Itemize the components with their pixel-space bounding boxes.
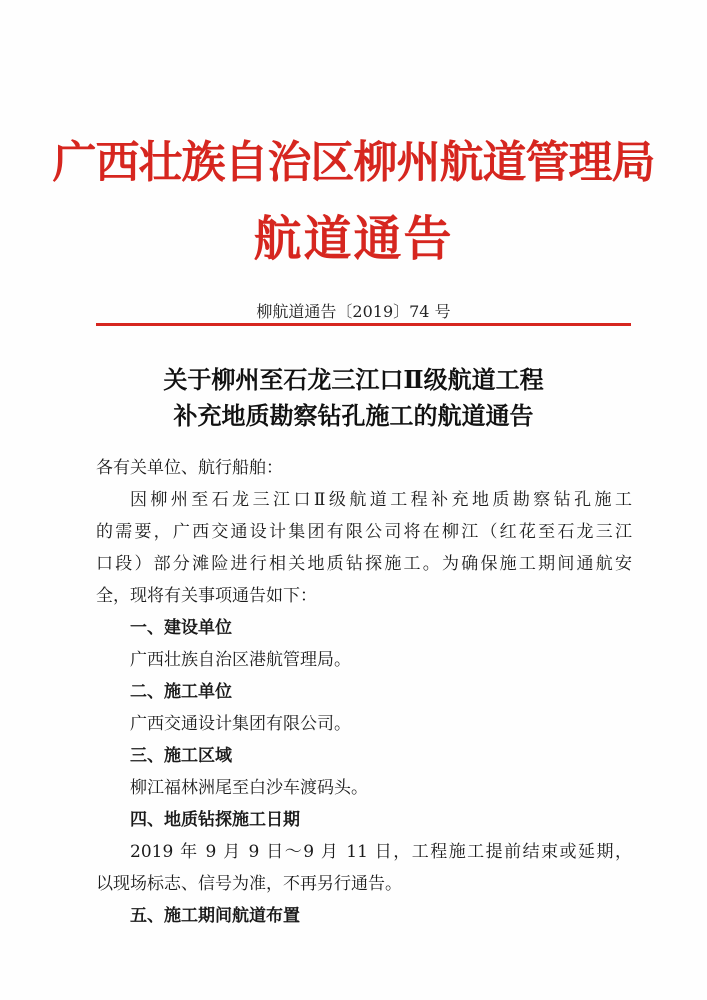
subject-line-1: 关于柳州至石龙三江口Ⅱ级航道工程 (163, 365, 544, 394)
notice-subject (0, 362, 707, 434)
section-content-work-area: 柳江福林洲尾至白沙车渡码头。 (130, 778, 368, 798)
section-heading-contractor: 二、施工单位 (130, 682, 232, 702)
date-line: 2019 年 9 月 9 日～9 月 11 日，工程施工提前结束或延期， (130, 842, 632, 862)
section-content-contractor: 广西交通设计集团有限公司。 (130, 714, 351, 734)
section-content-construction-owner: 广西壮族自治区港航管理局。 (130, 650, 351, 670)
section-heading-drilling-dates: 四、地质钻探施工日期 (130, 810, 300, 830)
date-line: 以现场标志、信号为准，不再另行通告。 (96, 874, 402, 894)
document-number: 柳航道通告〔2019〕74 号 (256, 302, 451, 321)
notice-body (96, 452, 632, 932)
intro-line: 因柳州至石龙三江口Ⅱ级航道工程补充地质勘察钻孔施工 (130, 490, 632, 510)
intro-line: 全，现将有关事项通告如下： (96, 586, 317, 606)
section-heading-work-area: 三、施工区域 (130, 746, 232, 766)
salutation: 各有关单位、航行船舶： (96, 458, 283, 478)
intro-line: 的需要，广西交通设计集团有限公司将在柳江（红花至石龙三江 (96, 522, 632, 542)
section-heading-construction-owner: 一、建设单位 (130, 618, 232, 638)
intro-line: 口段）部分滩险进行相关地质钻探施工。为确保施工期间通航安 (96, 554, 632, 574)
subject-line-2: 补充地质勘察钻孔施工的航道通告 (173, 401, 534, 430)
organization-title: 广西壮族自治区柳州航道管理局 (52, 137, 655, 188)
section-heading-channel-layout: 五、施工期间航道布置 (130, 906, 300, 926)
notice-type-title: 航道通告 (253, 211, 454, 267)
red-divider-line (96, 323, 631, 326)
